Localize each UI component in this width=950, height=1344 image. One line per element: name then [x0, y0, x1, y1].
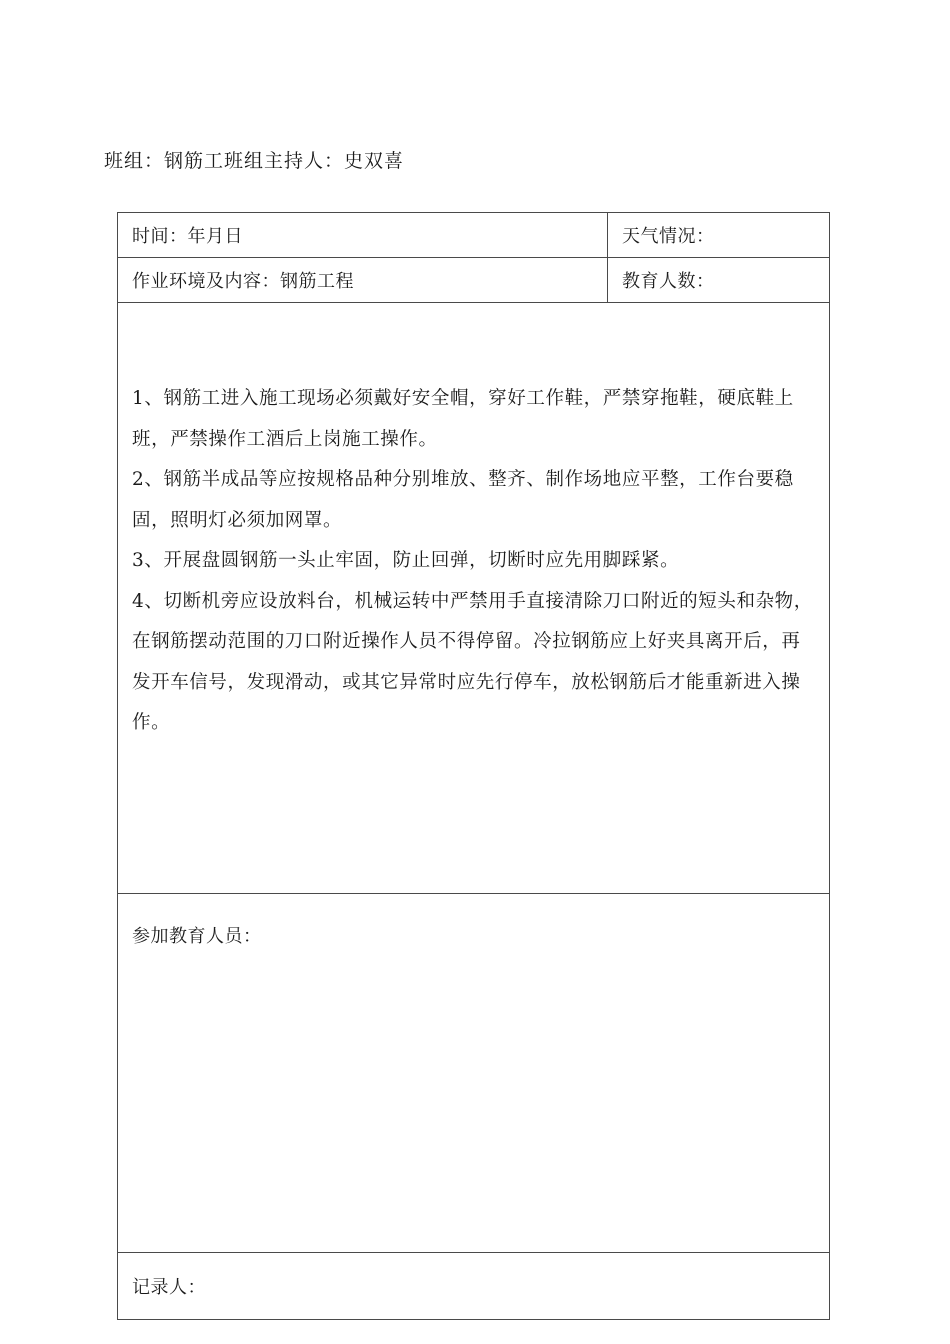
- time-cell: 时间：年月日: [118, 213, 608, 258]
- safety-education-form: [117, 212, 830, 1320]
- content-row: [118, 303, 830, 894]
- participants-cell: 参加教育人员：: [118, 894, 830, 1253]
- content-item-2: 2、钢筋半成品等应按规格品种分别堆放、整齐、制作场地应平整，工作台要稳固，照明灯必须加网罩。: [132, 469, 794, 531]
- environment-cell: 作业环境及内容：钢筋工程: [118, 258, 608, 303]
- weather-cell: 天气情况：: [608, 213, 830, 258]
- content-item-4: 4、切断机旁应设放料台，机械运转中严禁用手直接清除刀口附近的短头和杂物，在钢筋摆动范围的刀口附近操作人员不得停留。冷拉钢筋应上好夹具离开后，再发开车信号，发现滑动，或其它异常时应先行停车，放松钢筋后才能重新进入操作。: [132, 590, 813, 733]
- time-weather-row: [118, 213, 830, 258]
- content-item-1: 1、钢筋工进入施工现场必须戴好安全帽，穿好工作鞋，严禁穿拖鞋，硬底鞋上班，严禁操作工酒后上岗施工操作。: [132, 388, 794, 450]
- environment-count-row: [118, 258, 830, 303]
- participants-row: [118, 894, 830, 1253]
- content-item-3: 3、开展盘圆钢筋一头止牢固，防止回弹，切断时应先用脚踩紧。: [132, 550, 680, 571]
- education-content-cell: [118, 303, 830, 894]
- recorder-cell: 记录人：: [118, 1253, 830, 1320]
- recorder-row: [118, 1253, 830, 1320]
- education-count-cell: 教育人数：: [608, 258, 830, 303]
- team-host-line: 班组：钢筋工班组主持人：史双喜: [104, 150, 405, 172]
